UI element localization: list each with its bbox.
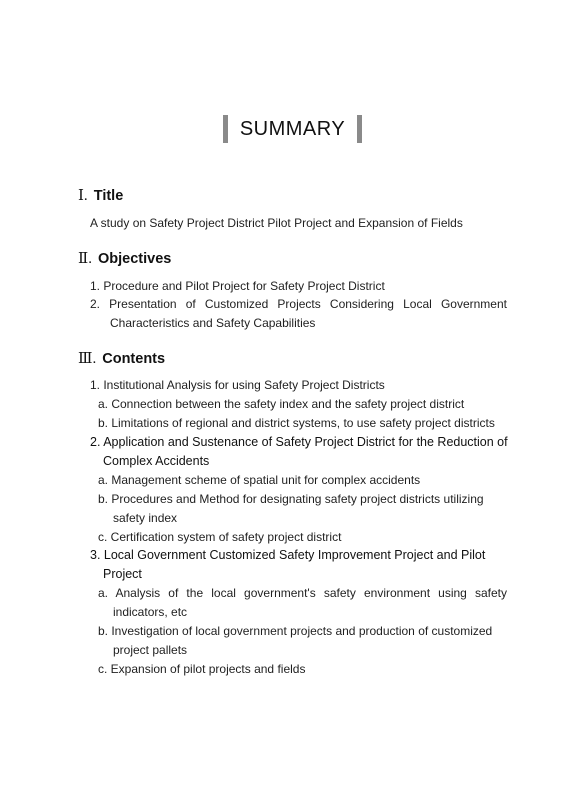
- contents-item-2-c: c. Certification system of safety project district: [98, 530, 342, 544]
- section-title-label: Title: [93, 188, 124, 204]
- section-contents-numeral: Ⅲ.: [78, 351, 97, 367]
- contents-item-3-a-line-1: a. Analysis of the local government's safety environment using safety: [98, 586, 507, 600]
- section-title-numeral: Ⅰ.: [78, 188, 88, 204]
- section-objectives-numeral: Ⅱ.: [78, 251, 92, 267]
- contents-item-2-a: a. Management scheme of spatial unit for complex accidents: [98, 473, 421, 487]
- objectives-item-2-line-1: 2. Presentation of Customized Projects Considering Local Government: [90, 297, 507, 311]
- contents-item-3-a-line-2: indicators, etc: [113, 605, 188, 619]
- title-text: A study on Safety Project District Pilot Project and Expansion of Fields: [90, 216, 463, 230]
- contents-item-2-line-2: Complex Accidents: [103, 454, 210, 468]
- section-title-heading: [78, 186, 123, 205]
- contents-item-3-b-line-1: b. Investigation of local government projects and production of customized: [98, 624, 493, 638]
- summary-left-bar: [223, 115, 228, 143]
- contents-item-2-b-line-1: b. Procedures and Method for designating safety project districts utilizing: [98, 492, 484, 506]
- contents-item-2-b-line-2: safety index: [113, 511, 178, 525]
- objectives-item-1: 1. Procedure and Pilot Project for Safety Project District: [90, 279, 385, 293]
- contents-item-3-line-2: Project: [103, 567, 142, 581]
- summary-title: SUMMARY: [239, 117, 346, 140]
- contents-item-1: 1. Institutional Analysis for using Safety Project Districts: [90, 378, 385, 392]
- objectives-item-2-line-2: Characteristics and Safety Capabilities: [110, 316, 316, 330]
- contents-item-1-a: a. Connection between the safety index and the safety project district: [98, 397, 465, 411]
- contents-item-3-c: c. Expansion of pilot projects and fields: [98, 662, 306, 676]
- section-objectives-label: Objectives: [97, 251, 172, 267]
- contents-item-3-b-line-2: project pallets: [113, 643, 188, 657]
- section-objectives-heading: [78, 249, 171, 268]
- summary-header: [0, 115, 585, 143]
- summary-right-bar: [357, 115, 362, 143]
- section-contents-label: Contents: [102, 351, 166, 367]
- contents-item-2-line-1: 2. Application and Sustenance of Safety Project District for the Reduction of: [90, 435, 508, 449]
- contents-item-1-b: b. Limitations of regional and district systems, to use safety project districts: [98, 416, 495, 430]
- section-contents-heading: [78, 349, 165, 368]
- contents-item-3-line-1: 3. Local Government Customized Safety Improvement Project and Pilot: [90, 548, 486, 562]
